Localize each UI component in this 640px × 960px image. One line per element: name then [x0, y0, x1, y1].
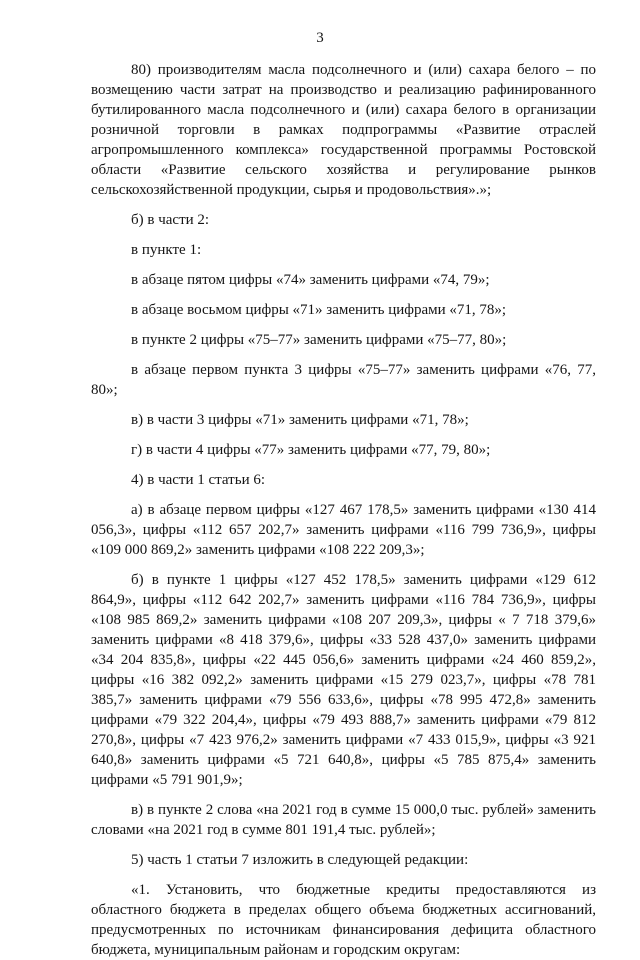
paragraph-point-2: в пункте 2 цифры «75–77» заменить цифрами «75–77, 80»;: [131, 332, 507, 348]
paragraph-item-80: 80) производителям масла подсолнечного и (или) сахара белого – по возмещению части затрат на производство и реализацию рафинированного бутилированного масла подсолнечного и (или) сахара белого в организации розничной торговли в рамках подпрограммы «Развитие отраслей агропромышленного комплекса» государственной программы Ростовской области «Развитие сельского хозяйства и регулирование рынков сельскохозяйственной продукции, сырья и продовольствия».»;: [91, 62, 596, 198]
paragraph-article-6-b: б) в пункте 1 цифры «127 452 178,5» заменить цифрами «129 612 864,9», цифры «112 642 202,7» заменить цифрами «116 784 736,9», цифры «108 985 869,2» заменить цифрами «108 207 209,3», цифры « 7 718 379,6» заменить цифрами «8 418 379,6», цифры «33 528 437,0» заменить цифрами «34 204 835,8», цифры «22 445 056,6» заменить цифрами «24 460 859,2», цифры «16 382 092,2» заменить цифрами «15 279 023,7», цифры «78 781 385,7» заменить цифрами «79 556 633,6», цифры «78 995 472,8» заменить цифрами «79 322 204,4», цифры «79 493 888,7» заменить цифрами «79 812 270,8», цифры «7 423 976,2» заменить цифрами «7 433 015,9», цифры «3 921 640,8» заменить цифрами «5 721 640,8», цифры «5 785 875,4» заменить цифрами «5 791 901,9»;: [91, 572, 596, 788]
paragraph-article-6-v: в) в пункте 2 слова «на 2021 год в сумме 15 000,0 тыс. рублей» заменить словами «на 2021 год в сумме 801 191,4 тыс. рублей»;: [91, 802, 596, 838]
paragraph-article-6: 4) в части 1 статьи 6:: [131, 472, 266, 488]
paragraph-point-1: в пункте 1:: [131, 242, 202, 258]
page-number: 3: [316, 30, 324, 46]
paragraph-article-6-a: а) в абзаце первом цифры «127 467 178,5» заменить цифрами «130 414 056,3», цифры «112 657 202,7» заменить цифрами «116 799 736,9», цифры «109 000 869,2» заменить цифрами «108 222 209,3»;: [91, 502, 596, 558]
paragraph-part-4: г) в части 4 цифры «77» заменить цифрами «77, 79, 80»;: [131, 442, 491, 458]
paragraph-eighth-abzac: в абзаце восьмом цифры «71» заменить цифрами «71, 78»;: [131, 302, 507, 318]
paragraph-part-3: в) в части 3 цифры «71» заменить цифрами «71, 78»;: [131, 412, 469, 428]
paragraph-point-3: в абзаце первом пункта 3 цифры «75–77» заменить цифрами «76, 77, 80»;: [91, 362, 596, 398]
document-body: [91, 60, 596, 960]
paragraph-part-2: б) в части 2:: [131, 212, 210, 228]
paragraph-article-7-text: «1. Установить, что бюджетные кредиты предоставляются из областного бюджета в пределах общего объема бюджетных ассигнований, предусмотренных по источникам финансирования дефицита областного бюджета, муниципальным районам и городским округам:: [91, 882, 596, 958]
paragraph-article-7: 5) часть 1 статьи 7 изложить в следующей редакции:: [131, 852, 469, 868]
paragraph-fifth-abzac: в абзаце пятом цифры «74» заменить цифрами «74, 79»;: [131, 272, 490, 288]
